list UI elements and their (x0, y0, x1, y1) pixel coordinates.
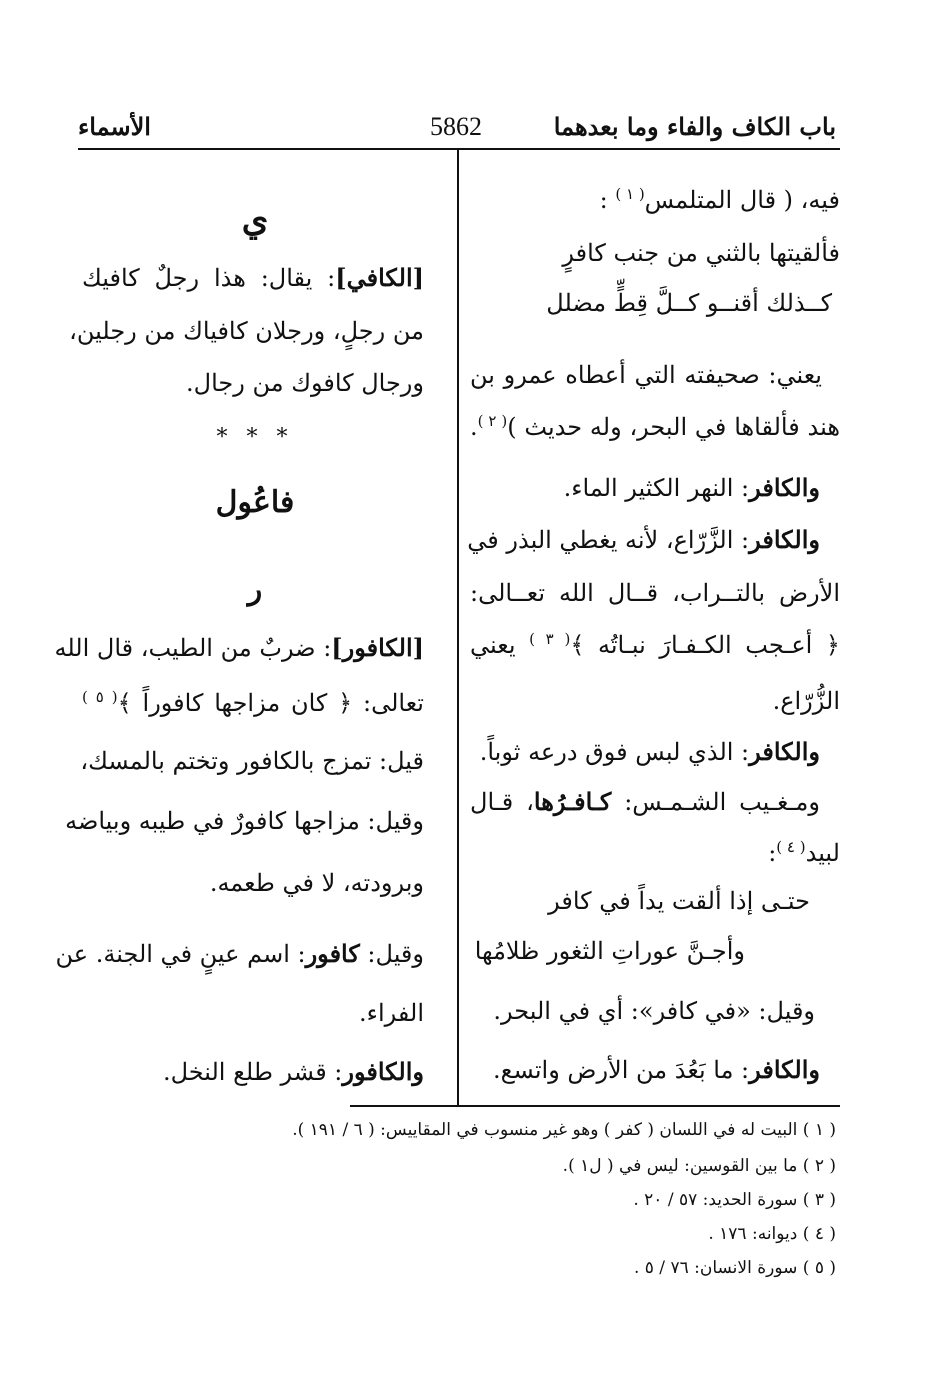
running-head-left: الأسماء (78, 112, 151, 141)
left-column-line (82, 870, 424, 898)
footnote: ( ٥ ) سورة الانسان: ٧٦ / ٥ . (633, 1258, 836, 1278)
line-text: فيه، ( قال المتلمس (644, 186, 840, 214)
column-divider (457, 150, 459, 1105)
right-column-line (470, 938, 745, 966)
entry-headword: والكافور (342, 1057, 424, 1086)
left-column-line (82, 264, 424, 293)
bold-term: كـافـرُها (533, 787, 612, 816)
footnote: ( ٤ ) ديوانه: ١٧٦ . (708, 1224, 836, 1244)
line-text: تعالى: ﴿ كان مزاجها كافوراً ﴾ (117, 689, 424, 717)
page-number: 5862 (430, 112, 482, 141)
footnote: ( ٢ ) ما بين القوسين: ليس في ( ل١ ). (562, 1156, 836, 1176)
right-column-line (470, 632, 840, 660)
line-text-tail: . (470, 413, 478, 441)
entry-headword: والكافر (749, 473, 820, 502)
line-text: وقيل: «في كافر»: أي في البحر. (493, 997, 815, 1025)
left-column-line (55, 939, 424, 969)
line-text: : يقال: هذا رجلٌ كافيك (82, 264, 336, 292)
right-column-line (470, 888, 810, 916)
right-column-line (470, 187, 840, 215)
line-text: وأجـنَّ عوراتِ الثغور ظلامُها (474, 937, 745, 965)
line-text: : الزَّرّاع، لأنه يغطي البذر في (467, 526, 750, 554)
line-text-tail: يعني (470, 631, 530, 659)
line-text: ورجال كافوك من رجال. (186, 369, 424, 397)
line-text: : النهر الكثير الماء. (563, 474, 750, 502)
footnote: ( ١ ) البيت له في اللسان ( كفر ) وهو غير منسوب في المقاييس: ( ٦ / ١٩١ ). (292, 1120, 836, 1140)
line-text: حتـى إذا ألقت يداً في كافر (548, 887, 810, 915)
line-text: ومـغـيب الشـمـس: (611, 788, 820, 816)
line-text: من رجلٍ، ورجلان كافياك من رجلين، (69, 317, 424, 345)
line-text: يعني: صحيفته التي أعطاه عمرو بن (470, 361, 822, 389)
line-text: الأرض بالتــراب، قــال الله تعــالى: (470, 579, 840, 607)
left-column-line (82, 370, 424, 398)
right-column-line (470, 362, 822, 390)
line-text: وبرودته، لا في طعمه. (209, 869, 424, 897)
line-text: قيل: تمزج بالكافور وتختم بالمسك، (80, 747, 424, 775)
left-column-line (82, 748, 424, 776)
entry-headword: [الكافي] (335, 263, 424, 292)
line-text-tail: : اسم عينٍ في الجنة. عن (55, 940, 306, 968)
line-text: فألقيتها بالثني من جنب كافرٍ (562, 239, 840, 267)
entry-headword: والكافر (749, 525, 820, 554)
line-text: هند فألقاها في البحر، وله حديث ) (507, 413, 840, 441)
right-column-line (470, 840, 840, 868)
bold-term: كافور (305, 939, 360, 968)
header-rule (78, 148, 840, 150)
footnote-marker: ( ٥ ) (82, 688, 118, 706)
line-text: : الذي لبس فوق درعه ثوباً. (479, 738, 750, 766)
section-letter-ya: ي (241, 200, 269, 240)
left-column-line (69, 317, 424, 346)
left-column-line (54, 633, 424, 663)
footnote-marker: ( ٤ ) (776, 838, 806, 856)
left-column-line (82, 1000, 424, 1028)
right-column-line (467, 525, 820, 555)
line-text: لبيد (805, 839, 840, 867)
footnote-marker: ( ١ ) (615, 185, 645, 203)
section-letter-ra: ر (247, 572, 263, 607)
footnote-marker: ( ٣ ) (529, 630, 571, 648)
right-column-line (470, 290, 832, 318)
right-column-line (470, 580, 840, 608)
right-column-line (470, 998, 815, 1026)
right-column-line (470, 240, 840, 268)
line-text: كــذلك أقنــو كــلَّ قِطٍّ مضلل (546, 289, 832, 317)
line-text-tail: : (599, 186, 616, 214)
footnote: ( ٣ ) سورة الحديد: ٥٧ / ٢٠ . (633, 1190, 836, 1210)
line-text: : ما بَعُدَ من الأرض واتسع. (493, 1056, 750, 1084)
line-text: وقيل: مزاجها كافورٌ في طيبه وبياضه (65, 807, 424, 835)
right-column-line (470, 788, 820, 817)
entry-headword: والكافر (749, 737, 820, 766)
line-text: ﴿ أعـجب الكـفـارَ نبـاتُه ﴾ (570, 631, 840, 659)
left-column-line (82, 1058, 424, 1087)
right-column-line (470, 688, 840, 716)
line-text: : قشر طلع النخل. (162, 1058, 343, 1086)
line-text: الفراء. (359, 999, 424, 1027)
line-text: وقيل: (359, 940, 424, 968)
line-text-tail: : (768, 839, 777, 867)
right-column-line (470, 474, 820, 503)
right-column-line (470, 414, 840, 442)
section-heading-faaul: فاعُول (215, 485, 295, 520)
right-column-line (470, 738, 820, 767)
left-column-line (65, 807, 424, 836)
section-stars: * * * (216, 425, 294, 450)
entry-headword: والكافر (749, 1055, 820, 1084)
left-column-line (82, 690, 424, 718)
line-text: : ضربٌ من الطيب، قال الله (54, 634, 332, 662)
line-text: الزُّرّاع. (772, 687, 840, 715)
entry-headword: [الكافور] (331, 633, 424, 662)
footnote-rule (350, 1105, 840, 1107)
footnote-marker: ( ٢ ) (477, 412, 508, 430)
right-column-line (470, 1056, 820, 1085)
running-head-right: باب الكاف والفاء وما بعدهما (553, 112, 836, 141)
line-text-tail: ، قـال (470, 788, 534, 816)
